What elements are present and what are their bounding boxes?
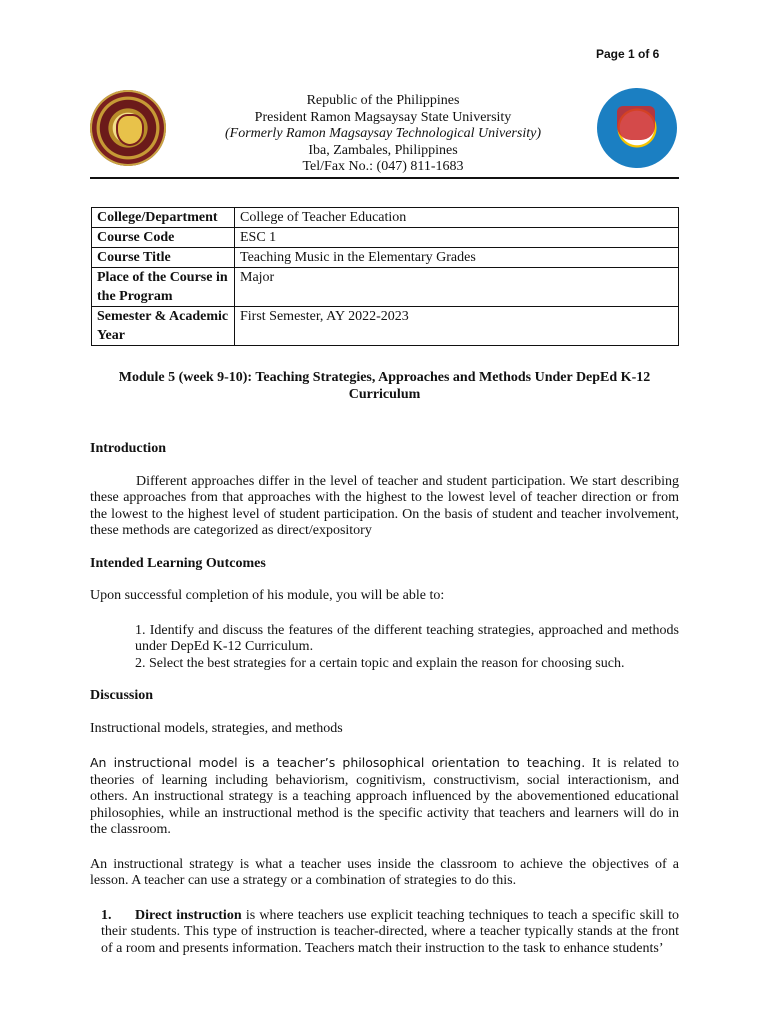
- page-number: Page 1 of 6: [596, 47, 660, 61]
- table-row: [92, 228, 679, 248]
- discussion-heading: Discussion: [90, 688, 154, 703]
- list-item: 1. Identify and discuss the features of the different teaching strategies, approached and methods under DepEd K-12 Curriculum.: [135, 622, 679, 654]
- table-value: College of Teacher Education: [235, 208, 679, 228]
- model-definition: An instructional model is a teacher’s philosophical orientation to teaching.: [90, 755, 586, 770]
- document-body: [90, 370, 679, 957]
- module-title: Module 5 (week 9-10): Teaching Strategies, Approaches and Methods Under DepEd K-12 Curriculum: [118, 370, 651, 402]
- table-value: ESC 1: [235, 228, 679, 248]
- item-term: Direct instruction: [135, 907, 242, 923]
- university-seal-icon: [90, 90, 166, 166]
- table-key: Course Code: [92, 228, 235, 248]
- table-row: [92, 248, 679, 268]
- table-row: [92, 268, 679, 307]
- list-item: 2. Select the best strategies for a certain topic and explain the reason for choosing such.: [135, 655, 625, 671]
- item-number: 1.: [101, 907, 112, 923]
- table-row: [92, 307, 679, 346]
- letterhead-university: President Ramon Magsaysay State University: [254, 109, 512, 125]
- discussion-paragraph-2: An instructional strategy is what a teacher uses inside the classroom to achieve the objectives of a lesson. A teacher can use a strategy or a combination of strategies to do this.: [90, 856, 679, 888]
- table-row: [92, 208, 679, 228]
- table-key: Place of the Course in the Program: [92, 268, 235, 307]
- letterhead-address: Iba, Zambales, Philippines: [308, 142, 458, 158]
- letterhead-phone: Tel/Fax No.: (047) 811-1683: [302, 159, 464, 174]
- table-key: Semester & Academic Year: [92, 307, 235, 346]
- outcomes-heading: Intended Learning Outcomes: [90, 555, 266, 571]
- letterhead-former-name: (Formerly Ramon Magsaysay Technological University): [225, 126, 541, 141]
- outcomes-lead: Upon successful completion of his module, you will be able to:: [90, 588, 445, 603]
- direct-instruction-item: [90, 908, 679, 958]
- table-value: Major: [235, 268, 679, 307]
- model-definition-rest: It is related to theories of learning including behaviorism, cognitivism, constructivism, social interactionism, and others. An instructional strategy is a teaching approach influenced by the abovementioned educational philosophies, while an instructional method is the specific activity that teachers and learners will do in the classroom.: [90, 756, 679, 837]
- table-value: Teaching Music in the Elementary Grades: [235, 248, 679, 268]
- outcomes-list: [90, 623, 679, 673]
- letterhead-line-1: Republic of the Philippines: [306, 93, 460, 108]
- discussion-subhead: Instructional models, strategies, and methods: [90, 720, 343, 736]
- introduction-heading: Introduction: [90, 441, 166, 456]
- table-key: College/Department: [92, 208, 235, 228]
- item-text: is where teachers use explicit teaching techniques to teach a specific skill to their students. This type of instruction is teacher-directed, where a teacher typically stands at the front of a room and presents information. Teachers match their instruction to the task to enhance students’: [101, 907, 680, 956]
- header-divider: [90, 177, 679, 179]
- table-value: First Semester, AY 2022-2023: [235, 307, 679, 346]
- letterhead: [160, 93, 606, 176]
- course-info-table: [91, 207, 679, 346]
- college-seal-icon: [597, 88, 677, 168]
- table-key: Course Title: [92, 248, 235, 268]
- discussion-paragraph-1: [90, 755, 679, 839]
- introduction-paragraph: Different approaches differ in the level of teacher and student participation. We start describing these approaches from that approaches with the highest to the lowest level of teacher direction or from the lowest to the highest level of student participation. On the basis of student and teacher involvement, these methods are categorized as direct/expository: [90, 473, 679, 538]
